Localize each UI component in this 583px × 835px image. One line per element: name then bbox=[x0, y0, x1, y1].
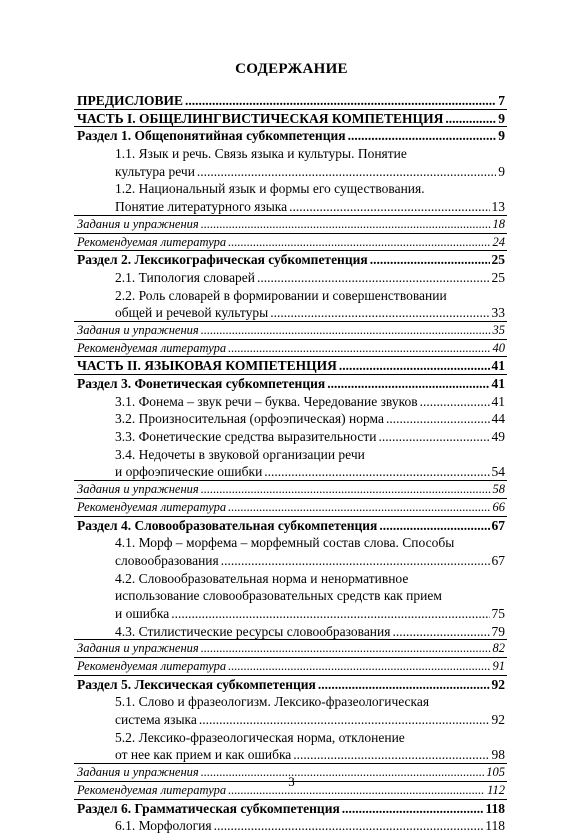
dot-leader bbox=[370, 251, 490, 269]
toc-entry-page: 9 bbox=[498, 128, 505, 144]
toc-entry-page: 98 bbox=[491, 747, 505, 763]
toc-entry bbox=[77, 340, 505, 358]
toc-entry-title: от нее как прием и как ошибка bbox=[115, 747, 292, 763]
dot-leader bbox=[378, 428, 489, 446]
toc-entry bbox=[77, 127, 505, 145]
toc-entry bbox=[77, 375, 505, 393]
toc-entry-title: Понятие литературного языка bbox=[115, 199, 288, 215]
dot-leader bbox=[257, 269, 489, 287]
toc-entry-page: 91 bbox=[492, 659, 505, 673]
toc-entry-page: 44 bbox=[491, 411, 505, 427]
toc-entry bbox=[77, 410, 505, 428]
toc-entry bbox=[77, 640, 505, 658]
toc-entry-title: Рекомендуемая литература bbox=[77, 782, 227, 797]
toc-entry-title: использование словообразовательных средств как прием bbox=[115, 588, 442, 604]
toc-entry bbox=[77, 800, 505, 818]
toc-entry-title: Задания и упражнения bbox=[77, 216, 199, 231]
toc-entry-page: 13 bbox=[491, 199, 505, 215]
dot-leader bbox=[171, 605, 489, 623]
toc-entry-page: 9 bbox=[498, 163, 505, 179]
dot-leader bbox=[201, 322, 491, 340]
toc-entry-title: 4.2. Словообразовательная норма и ненормативное bbox=[115, 570, 409, 586]
toc-entry-title: 2.2. Роль словарей в формировании и совершенствовании bbox=[115, 287, 447, 303]
toc-entry-page: 58 bbox=[492, 482, 505, 497]
toc-entry-title: 5.2. Лексико-фразеологическая норма, отклонение bbox=[115, 729, 405, 745]
dot-leader bbox=[228, 340, 490, 358]
toc-entry-page: 105 bbox=[486, 765, 505, 780]
toc-entry-title: Раздел 2. Лексикографическая субкомпетенция bbox=[77, 252, 368, 268]
toc-entry-title: ПРЕДИСЛОВИЕ bbox=[77, 93, 184, 108]
toc-entry bbox=[77, 180, 505, 215]
dot-leader bbox=[392, 623, 489, 641]
toc-entry-title: Раздел 6. Грамматическая субкомпетенция bbox=[77, 800, 340, 816]
dot-leader bbox=[199, 711, 490, 729]
dot-leader bbox=[264, 463, 489, 481]
toc-entry bbox=[77, 623, 505, 641]
dot-leader bbox=[214, 817, 484, 835]
toc-entry-title: Рекомендуемая литература bbox=[77, 659, 227, 673]
toc-entry-page: 92 bbox=[491, 676, 505, 692]
toc-entry-title: ЧАСТЬ II. ЯЗЫКОВАЯ КОМПЕТЕНЦИЯ bbox=[77, 358, 337, 374]
toc-entry-title: 6.1. Морфология bbox=[115, 818, 212, 834]
toc-entry bbox=[77, 676, 505, 694]
dot-leader bbox=[201, 640, 491, 658]
toc-entry-page: 49 bbox=[491, 429, 505, 445]
toc-entry-title: Рекомендуемая литература bbox=[77, 234, 227, 249]
toc-entry-title: Задания и упражнения bbox=[77, 482, 199, 497]
toc-entry-page: 9 bbox=[498, 110, 505, 126]
dot-leader bbox=[342, 800, 484, 818]
toc-entry-title: 1.2. Национальный язык и формы его существования. bbox=[115, 181, 425, 197]
toc-entry bbox=[77, 269, 505, 287]
toc-entry-title: и ошибка bbox=[115, 605, 170, 621]
toc-entry-title: 4.3. Стилистические ресурсы словообразования bbox=[115, 623, 391, 639]
dot-leader bbox=[185, 92, 496, 110]
toc-entry bbox=[77, 357, 505, 375]
toc-entry-page: 82 bbox=[492, 641, 505, 656]
toc-entry bbox=[77, 428, 505, 446]
toc-entry-page: 24 bbox=[492, 234, 505, 249]
toc-entry-page: 40 bbox=[492, 340, 505, 355]
toc-entry-title: 4.1. Морф – морфема – морфемный состав слова. Способы bbox=[115, 535, 455, 551]
toc-entry-title: Раздел 5. Лексическая субкомпетенция bbox=[77, 676, 316, 692]
toc-entry-page: 35 bbox=[492, 322, 505, 337]
toc-entry-page: 118 bbox=[485, 800, 505, 816]
toc-entry-page: 25 bbox=[491, 252, 505, 268]
toc-entry-page: 118 bbox=[485, 818, 505, 834]
toc-entry bbox=[77, 446, 505, 481]
dot-leader bbox=[201, 481, 491, 499]
dot-leader bbox=[270, 304, 489, 322]
toc-entry bbox=[77, 92, 505, 110]
toc-entry-page: 41 bbox=[491, 358, 505, 374]
toc-entry-page: 112 bbox=[487, 782, 505, 797]
toc-entry-title: Задания и упражнения bbox=[77, 765, 199, 780]
toc-entry-title: Задания и упражнения bbox=[77, 641, 199, 656]
toc-entry-title: культура речи bbox=[115, 163, 195, 179]
dot-leader bbox=[348, 127, 497, 145]
toc-entry-title: 5.1. Слово и фразеологизм. Лексико-фразеологическая bbox=[115, 694, 430, 710]
toc-entry-page: 67 bbox=[491, 517, 505, 533]
dot-leader bbox=[420, 393, 490, 411]
toc-entry-title: 3.2. Произносительная (орфоэпическая) норма bbox=[115, 411, 384, 427]
toc-entry-title: Раздел 1. Общепонятийная субкомпетенция bbox=[77, 128, 346, 144]
toc-entry-title: 1.1. Язык и речь. Связь языка и культуры. Понятие bbox=[115, 146, 407, 162]
toc-entry-page: 7 bbox=[498, 93, 505, 108]
dot-leader bbox=[386, 410, 490, 428]
toc-entry bbox=[77, 517, 505, 535]
toc-entry-title: Задания и упражнения bbox=[77, 322, 199, 337]
toc-entry bbox=[77, 534, 505, 569]
dot-leader bbox=[327, 375, 489, 393]
toc-entry-title: Рекомендуемая литература bbox=[77, 340, 227, 355]
toc-entry-title: Рекомендуемая литература bbox=[77, 499, 227, 514]
toc-entry-page: 67 bbox=[491, 552, 505, 568]
toc-entry bbox=[77, 481, 505, 499]
toc-entry bbox=[77, 499, 505, 517]
dot-leader bbox=[293, 746, 489, 764]
toc-entry bbox=[77, 393, 505, 411]
toc-entry-title: Раздел 4. Словообразовательная субкомпетенция bbox=[77, 517, 378, 533]
toc-entry-title: 3.1. Фонема – звук речи – буква. Чередование звуков bbox=[115, 393, 418, 409]
toc-entry bbox=[77, 729, 505, 764]
page-title: СОДЕРЖАНИЕ bbox=[235, 61, 348, 77]
toc-entry-page: 66 bbox=[492, 499, 505, 514]
toc-entry-title: и орфоэпические ошибки bbox=[115, 464, 263, 480]
toc-entry-title: словообразования bbox=[115, 552, 219, 568]
toc-entry-page: 18 bbox=[492, 216, 505, 231]
toc-entry bbox=[77, 322, 505, 340]
dot-leader bbox=[228, 658, 490, 676]
toc-entry bbox=[77, 693, 505, 728]
page-number: 3 bbox=[288, 774, 295, 789]
toc-entry bbox=[77, 145, 505, 180]
toc-entry-title: Раздел 3. Фонетическая субкомпетенция bbox=[77, 376, 326, 391]
table-of-contents bbox=[77, 92, 505, 835]
toc-entry-page: 75 bbox=[491, 605, 505, 621]
dot-leader bbox=[197, 163, 496, 181]
dot-leader bbox=[228, 499, 490, 517]
toc-entry-title: 3.3. Фонетические средства выразительности bbox=[115, 429, 377, 445]
dot-leader bbox=[318, 676, 490, 694]
toc-entry-title: общей и речевой культуры bbox=[115, 305, 269, 321]
dot-leader bbox=[379, 517, 489, 535]
toc-entry bbox=[77, 287, 505, 322]
toc-entry bbox=[77, 658, 505, 676]
toc-entry bbox=[77, 110, 505, 128]
toc-entry-page: 33 bbox=[491, 305, 505, 321]
dot-leader bbox=[228, 234, 490, 252]
dot-leader bbox=[221, 552, 490, 570]
toc-entry-page: 54 bbox=[491, 464, 505, 480]
toc-entry-page: 41 bbox=[491, 376, 505, 391]
toc-entry bbox=[77, 216, 505, 234]
toc-entry bbox=[77, 234, 505, 252]
dot-leader bbox=[445, 110, 496, 128]
dot-leader bbox=[339, 357, 490, 375]
toc-entry-title: система языка bbox=[115, 712, 197, 728]
dot-leader bbox=[289, 198, 489, 216]
toc-entry-page: 79 bbox=[491, 623, 505, 639]
toc-entry-page: 25 bbox=[491, 269, 505, 285]
dot-leader bbox=[201, 216, 491, 234]
toc-entry bbox=[77, 251, 505, 269]
toc-entry-page: 41 bbox=[491, 393, 505, 409]
toc-entry bbox=[77, 570, 505, 623]
toc-entry-title: 3.4. Недочеты в звуковой организации речи bbox=[115, 446, 365, 462]
toc-entry bbox=[77, 817, 505, 835]
toc-entry-title: ЧАСТЬ I. ОБЩЕЛИНГВИСТИЧЕСКАЯ КОМПЕТЕНЦИЯ bbox=[77, 110, 444, 126]
toc-entry-title: 2.1. Типология словарей bbox=[115, 269, 256, 285]
toc-entry-page: 92 bbox=[491, 712, 505, 728]
